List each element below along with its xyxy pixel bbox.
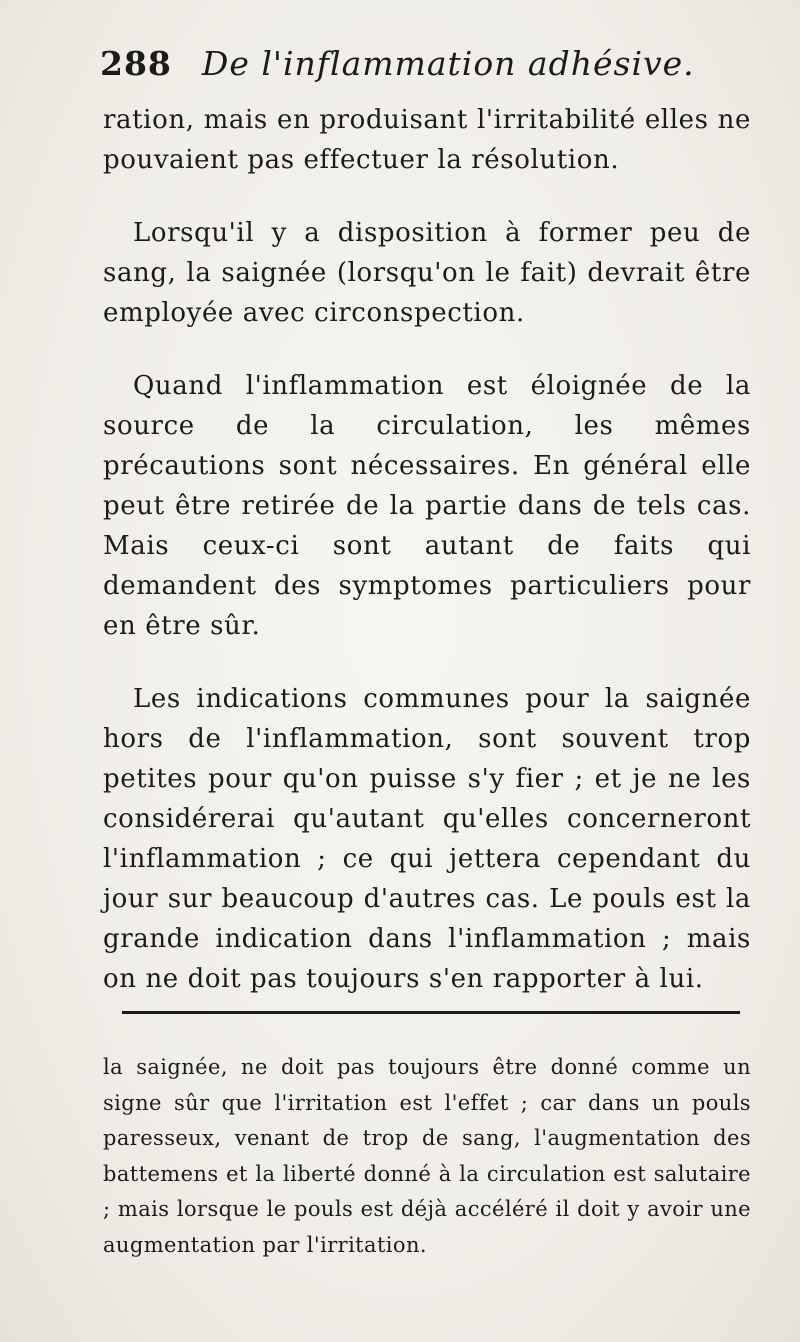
running-title: De l'inflammation adhésive. [201,44,695,83]
paragraph: Lorsqu'il y a disposition à former peu de sang, la saignée (lorsqu'on le fait) devrait être employée avec circonspection. [103,218,751,328]
footnote [103,1050,751,1263]
paragraph: Quand l'inflammation est éloignée de la source de la circulation, les mêmes précautions sont nécessaires. En général elle peut être retirée de la partie dans de tels cas. Mais ceux-ci sont autant de faits qui demandent des symptomes particuliers pour en être sûr. [103,371,751,641]
page-header [100,40,740,88]
footnote-divider [122,1011,740,1014]
footnote-text: la saignée, ne doit pas toujours être donné comme un signe sûr que l'irritation est l'effet ; car dans un pouls paresseux, venant de trop de sang, l'augmentation des battemens et la liberté donné à la circulation est salutaire ; mais lorsque le pouls est déjà accéléré il doit y avoir une augmentation par l'irritation. [103,1055,751,1257]
paragraph-continuation: ration, mais en produisant l'irritabilité elles ne pouvaient pas effectuer la résolution. [103,105,751,175]
page-number: 288 [100,44,172,83]
paragraph: Les indications communes pour la saignée hors de l'inflammation, sont souvent trop petites pour qu'on puisse s'y fier ; et je ne les considérerai qu'autant qu'elles concerneront l'inflammation ; ce qui jettera cependant du jour sur beaucoup d'autres cas. Le pouls est la grande indication dans l'inflammation ; mais on ne doit pas toujours s'en rapporter à lui. [103,684,751,994]
main-text [103,100,751,1032]
